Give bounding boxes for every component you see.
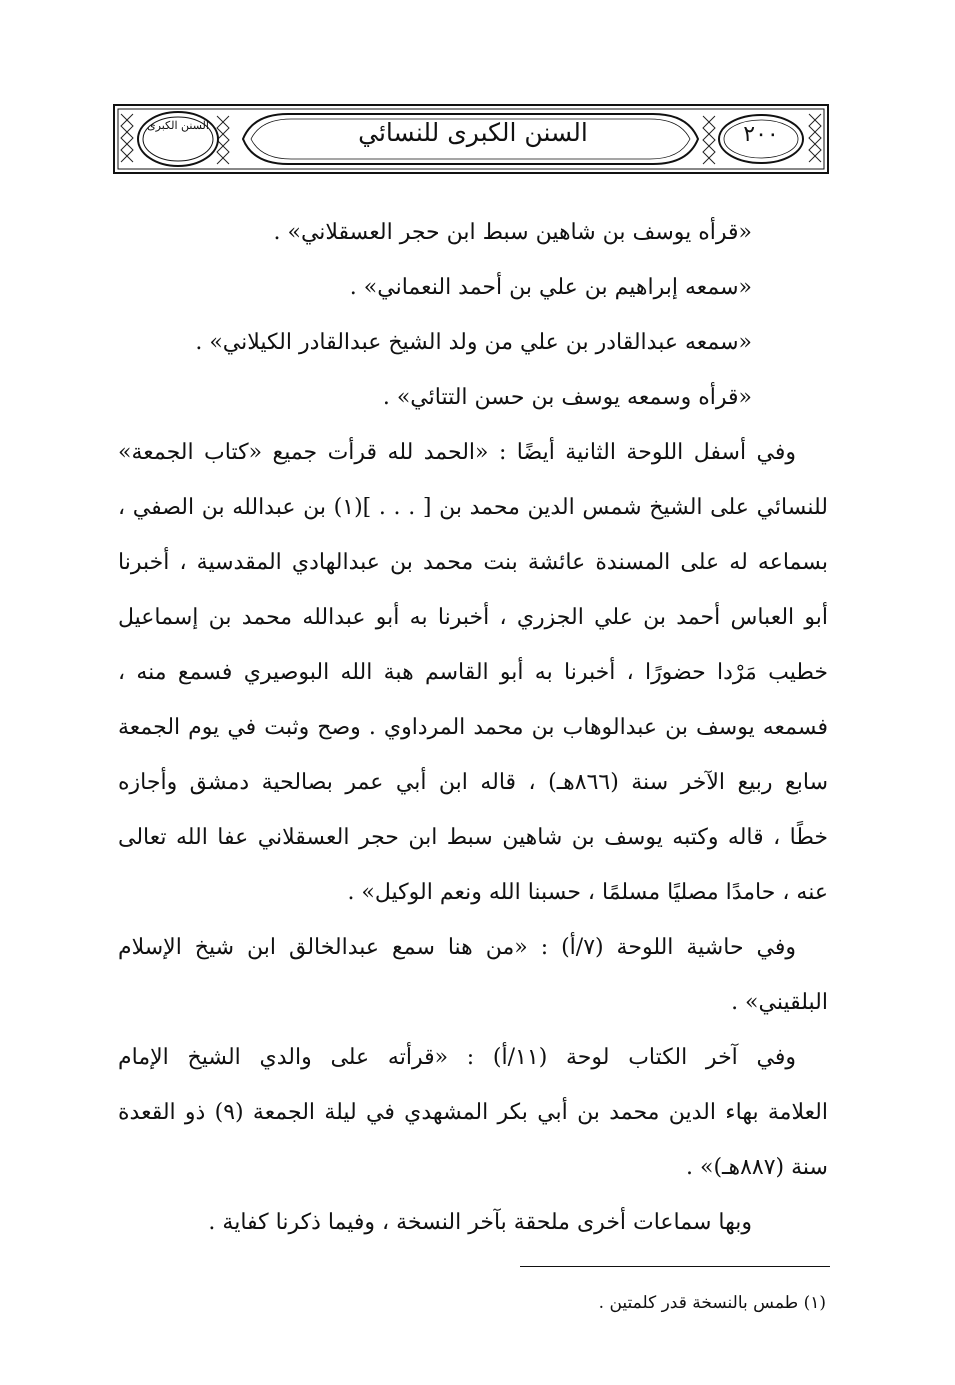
text-line: وفي آخر الكتاب لوحة (١١/أ) : «قرأته على والدي الشيخ الإمام xyxy=(118,1045,796,1070)
text-line: عنه ، حامدًا مصليًا مسلمًا ، حسبنا الله ونعم الوكيل» . xyxy=(347,880,828,905)
paragraph xyxy=(118,1030,828,1195)
paragraph xyxy=(118,1195,828,1250)
text-line: البلقيني» . xyxy=(731,990,828,1015)
text-line: خطًا ، قاله وكتبه يوسف بن شاهين سبط ابن حجر العسقلاني عفا الله تعالى xyxy=(118,825,828,850)
running-head-title: السنن الكبرى للنسائي xyxy=(358,118,588,147)
text-line: وفي حاشية اللوحة (٧/أ) : «من هنا سمع عبدالخالق ابن شيخ الإسلام xyxy=(118,935,796,960)
page-body xyxy=(118,205,828,1250)
text-line: بسماعه له على المسندة عائشة بنت محمد بن عبدالهادي المقدسية ، أخبرنا xyxy=(118,550,828,575)
text-line: وفي أسفل اللوحة الثانية أيضًا : «الحمد لله قرأت جميع «كتاب الجمعة» xyxy=(118,440,796,465)
page-number: ٢٠٠ xyxy=(743,122,779,147)
paragraph xyxy=(118,920,828,1030)
footnote-separator xyxy=(520,1266,830,1267)
quoted-note-line: «قرأه يوسف بن شاهين سبط ابن حجر العسقلاني» . xyxy=(273,220,752,245)
text-line: فسمعه يوسف بن عبدالوهاب بن محمد المرداوي . وصح وثبت في يوم الجمعة xyxy=(118,715,828,740)
header-seal-text: السنن الكبرى xyxy=(147,119,209,132)
text-line: وبها سماعات أخرى ملحقة بآخر النسخة ، وفيما ذكرنا كفاية . xyxy=(208,1210,752,1235)
text-line: سنة (٨٨٧هـ)» . xyxy=(686,1155,828,1180)
quoted-note-line: «سمعه إبراهيم بن علي بن أحمد النعماني» . xyxy=(349,275,752,300)
quoted-note-line: «قرأه وسمعه يوسف بن حسن التتائي» . xyxy=(382,385,752,410)
quoted-note-line: «سمعه عبدالقادر بن علي من ولد الشيخ عبدالقادر الكيلاني» . xyxy=(195,330,752,355)
text-line: سابع ربيع الآخر سنة (٨٦٦هـ) ، قاله ابن أبي عمر بصالحية دمشق وأجازه xyxy=(118,770,828,795)
footnote: (١) طمس بالنسخة قدر كلمتين . xyxy=(598,1293,826,1313)
text-line: للنسائي على الشيخ شمس الدين محمد بن [ . . . ](١) بن عبدالله بن الصفي ، xyxy=(118,495,828,520)
paragraph xyxy=(118,425,828,920)
page-header xyxy=(113,104,829,174)
text-line: خطيب مَرْدا حضورًا ، أخبرنا به أبو القاسم هبة الله البوصيري فسمع منه ، xyxy=(118,660,828,685)
text-line: العلامة بهاء الدين محمد بن أبي بكر المشهدي في ليلة الجمعة (٩) ذو القعدة xyxy=(118,1100,828,1125)
text-line: أبو العباس أحمد بن علي الجزري ، أخبرنا به أبو عبدالله محمد بن إسماعيل xyxy=(118,605,828,630)
